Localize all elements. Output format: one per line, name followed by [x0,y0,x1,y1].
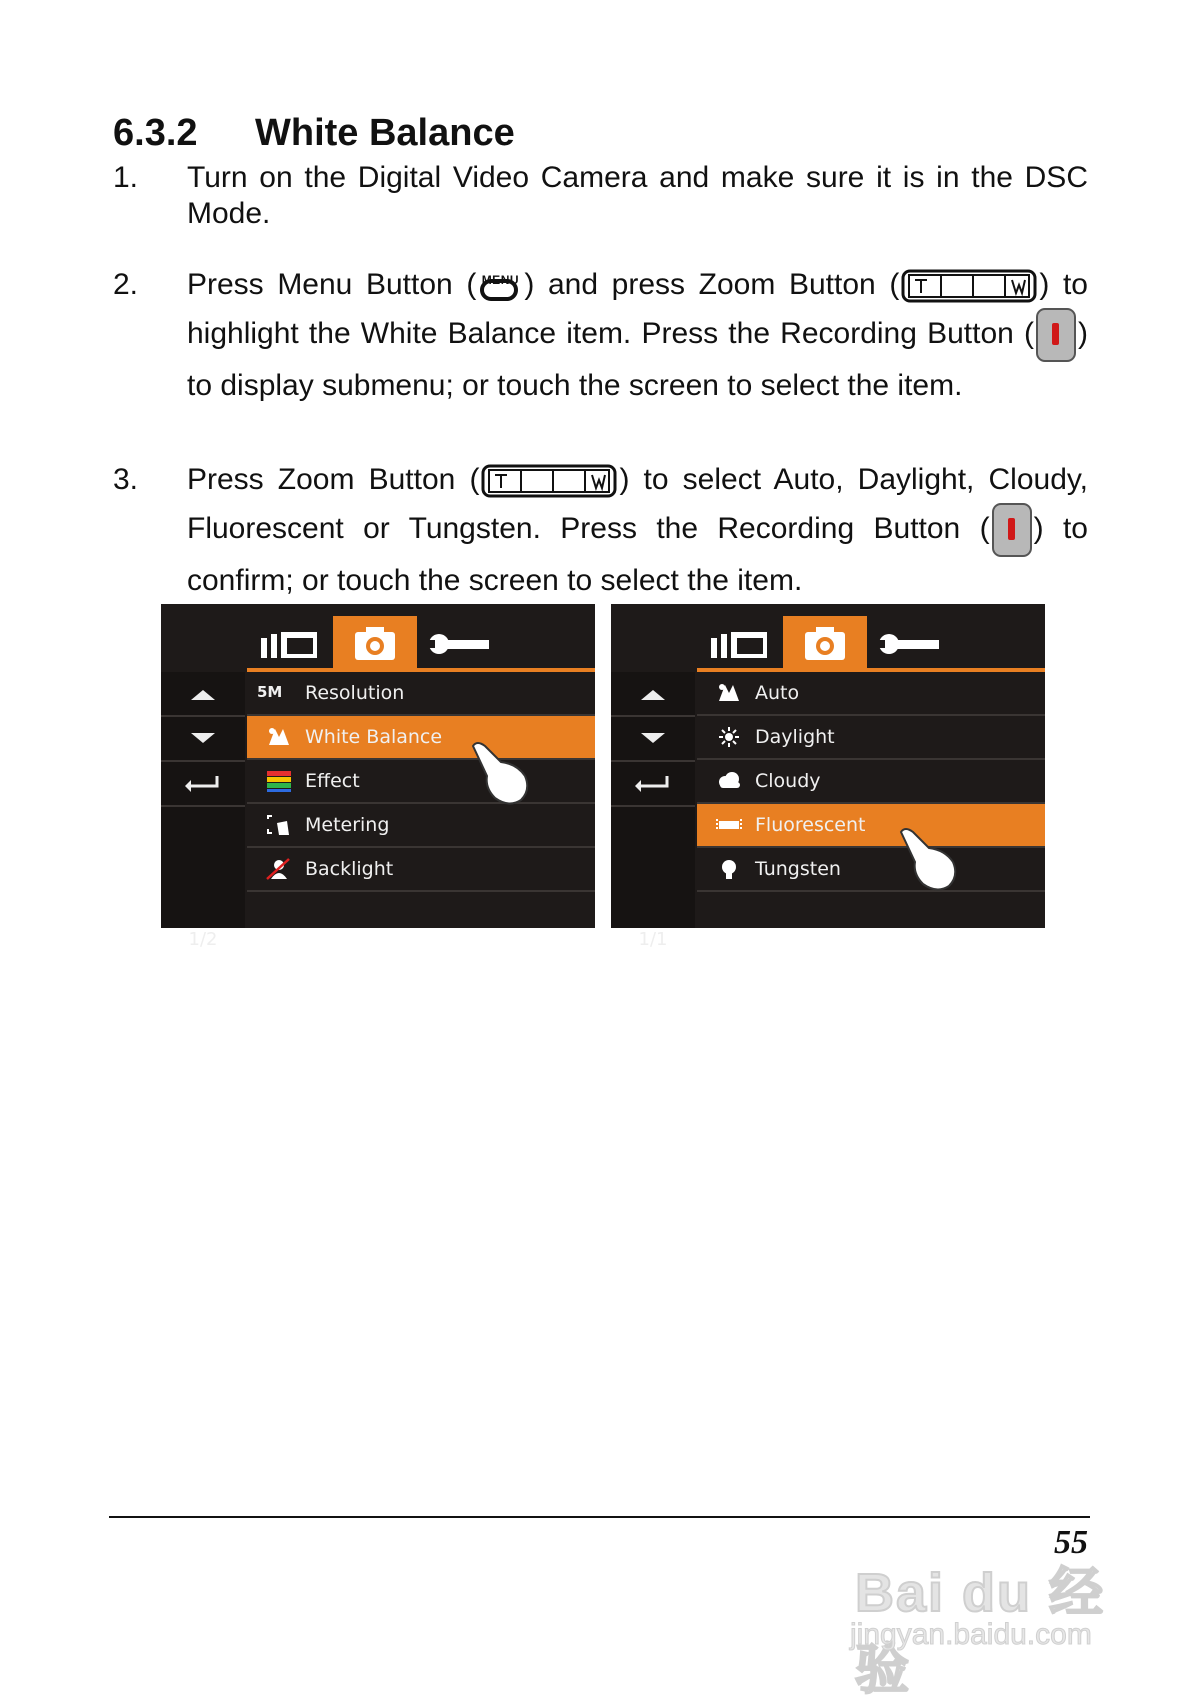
wb-option-auto[interactable] [697,672,1045,716]
zoom-button-icon [481,464,617,498]
menu-item-label: Daylight [755,726,835,748]
menu-item-label: Backlight [305,858,394,880]
scroll-up-button[interactable] [611,672,695,717]
step-number: 2. [113,268,139,301]
step-text: ) to display submenu; or touch the screen to select the item. [187,316,1088,402]
step-text: ) to select Auto, Daylight, Cloudy, Fluorescent or Tungsten. Press the Recording Button ( [187,463,1088,545]
playback-mode-icon [247,616,331,668]
camera-screen-white-balance [611,604,1045,950]
wb-option-daylight[interactable] [697,716,1045,760]
tab-playback[interactable] [697,616,781,668]
watermark-url: jingyan.baidu.com [850,1618,1092,1651]
section-heading [113,112,515,155]
wb-option-fluorescent[interactable] [697,804,1045,848]
scroll-down-button[interactable] [161,717,245,762]
menu-item-label: Cloudy [755,770,821,792]
wrench-icon [419,616,503,668]
metering-icon [265,813,293,837]
step-3 [113,456,1088,604]
wb-option-tungsten[interactable] [697,848,1045,892]
menu-caption: MENU [481,273,520,288]
wrench-icon [869,616,953,668]
section-title: White Balance [255,112,515,154]
playback-mode-icon [697,616,781,668]
tab-settings[interactable] [419,616,503,668]
cloudy-icon [715,769,743,793]
menu-item-backlight[interactable] [247,848,595,892]
baidu-watermark [850,1540,1130,1700]
page-indicator: 1/2 [188,929,218,950]
page-number: 55 [1054,1524,1088,1561]
scroll-up-button[interactable] [161,672,245,717]
effect-icon [265,769,293,793]
menu-item-label: White Balance [305,726,443,748]
tab-playback[interactable] [247,616,331,668]
record-button-icon [992,503,1032,557]
resolution-icon: 5M [257,683,283,701]
touch-hand-icon [899,824,959,894]
white-balance-icon [265,725,293,749]
tungsten-icon [715,857,743,881]
step-1 [113,160,1088,232]
section-number: 6.3.2 [113,112,198,154]
step-number: 1. [113,161,139,194]
menu-item-label: Fluorescent [755,814,866,836]
touch-hand-icon [471,738,531,808]
menu-button-icon [478,269,522,303]
footer-rule [109,1516,1090,1518]
menu-item-label: Metering [305,814,390,836]
fluorescent-icon [715,813,743,837]
daylight-icon [715,725,743,749]
step-text: Press Zoom Button ( [187,463,480,496]
back-button[interactable] [161,762,245,807]
watermark-brand: Bai du 经验 [855,1563,1106,1700]
tab-camera[interactable] [333,616,417,668]
record-button-icon [1036,308,1076,362]
tab-camera[interactable] [783,616,867,668]
camera-screen-menu [161,604,595,950]
menu-item-metering[interactable] [247,804,595,848]
menu-item-label: Effect [305,770,360,792]
menu-item-label: Auto [755,682,800,704]
backlight-icon [265,857,293,881]
menu-item-label: Tungsten [755,858,841,880]
step-text: ) and press Zoom Button ( [524,268,900,301]
camera-icon [333,616,417,668]
step-text: Turn on the Digital Video Camera and make sure it is in the DSC Mode. [187,161,1088,230]
step-2 [113,261,1088,409]
menu-item-white-balance[interactable] [247,716,595,760]
back-button[interactable] [611,762,695,807]
menu-item-label: Resolution [305,682,405,704]
scroll-down-button[interactable] [611,717,695,762]
tab-settings[interactable] [869,616,953,668]
step-text: ) to highlight the White Balance item. Press the Recording Button ( [187,268,1088,350]
zoom-button-icon [901,269,1037,303]
menu-item-effect[interactable] [247,760,595,804]
step-number: 3. [113,463,139,496]
step-text: Press Menu Button ( [187,268,477,301]
step-text: ) to confirm; or touch the screen to select the item. [187,511,1088,597]
camera-icon [783,616,867,668]
page-indicator: 1/1 [638,929,668,950]
menu-item-resolution[interactable] [247,672,595,716]
wb-option-cloudy[interactable] [697,760,1045,804]
auto-wb-icon [715,681,743,705]
